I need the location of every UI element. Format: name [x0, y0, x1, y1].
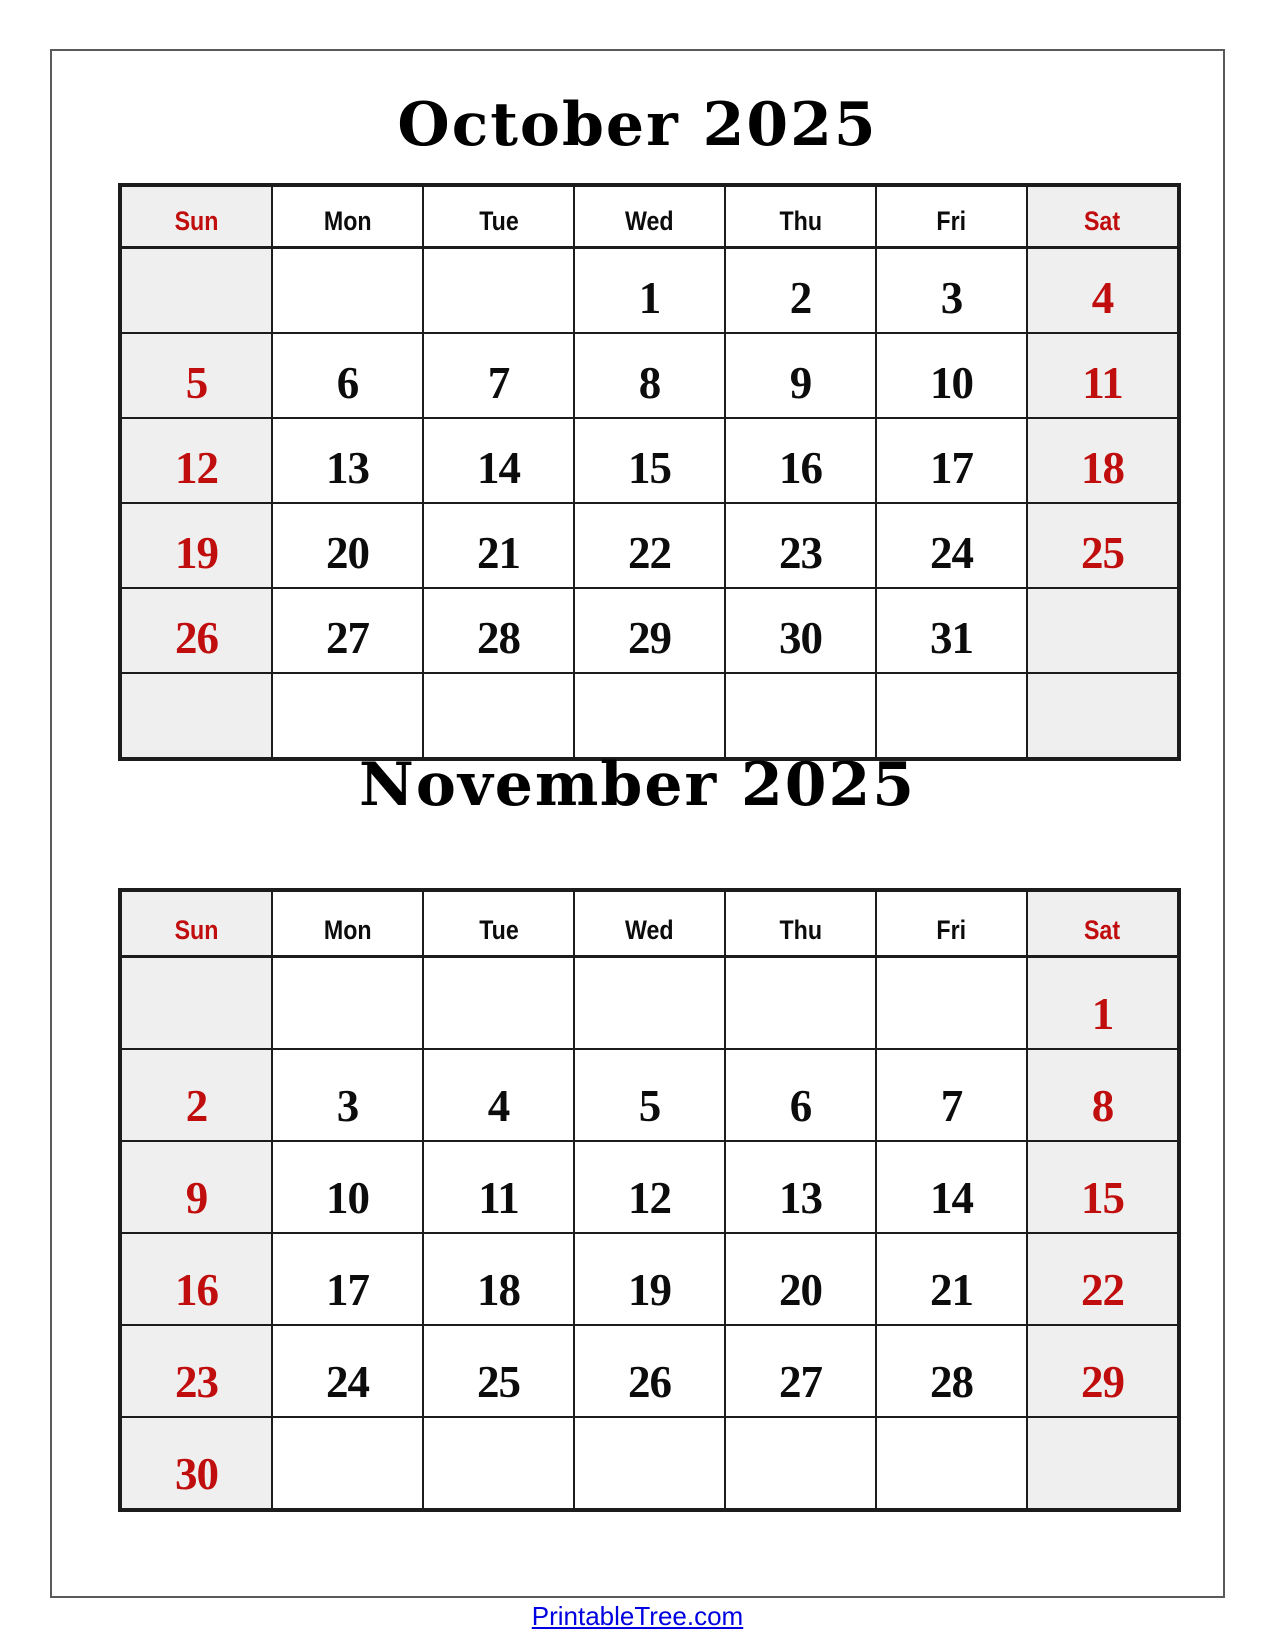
day-cell-8: 8	[1027, 1049, 1178, 1141]
day-cell-6: 6	[272, 333, 423, 418]
day-cell-28: 28	[423, 588, 574, 673]
day-cell-25: 25	[423, 1325, 574, 1417]
weekday-label: Sat	[1084, 915, 1121, 945]
day-cell-7: 7	[423, 333, 574, 418]
day-cell-15: 15	[1027, 1141, 1178, 1233]
day-cell-2: 2	[725, 248, 876, 333]
day-cell-25: 25	[1027, 503, 1178, 588]
weekday-header-wed	[574, 891, 725, 957]
day-cell-5: 5	[574, 1049, 725, 1141]
day-cell-11: 11	[423, 1141, 574, 1233]
day-cell-23: 23	[121, 1325, 272, 1417]
day-cell-19: 19	[574, 1233, 725, 1325]
day-cell-17: 17	[272, 1233, 423, 1325]
weekday-label: Wed	[625, 915, 674, 945]
empty-day-cell	[876, 673, 1027, 758]
day-cell-6: 6	[725, 1049, 876, 1141]
empty-day-cell	[272, 1417, 423, 1509]
day-cell-18: 18	[423, 1233, 574, 1325]
weekday-label: Thu	[779, 915, 822, 945]
empty-day-cell	[725, 673, 876, 758]
day-cell-17: 17	[876, 418, 1027, 503]
day-cell-30: 30	[725, 588, 876, 673]
day-cell-21: 21	[876, 1233, 1027, 1325]
empty-day-cell	[725, 957, 876, 1049]
day-cell-27: 27	[272, 588, 423, 673]
weekday-header-fri	[876, 891, 1027, 957]
november-calendar-grid	[118, 888, 1181, 1512]
empty-day-cell	[121, 957, 272, 1049]
day-cell-4: 4	[423, 1049, 574, 1141]
empty-day-cell	[725, 1417, 876, 1509]
day-cell-9: 9	[121, 1141, 272, 1233]
day-cell-29: 29	[1027, 1325, 1178, 1417]
weekday-header-sun	[121, 186, 272, 248]
empty-day-cell	[574, 957, 725, 1049]
day-cell-9: 9	[725, 333, 876, 418]
day-cell-30: 30	[121, 1417, 272, 1509]
weekday-label: Sun	[174, 915, 219, 945]
day-cell-11: 11	[1027, 333, 1178, 418]
day-cell-24: 24	[876, 503, 1027, 588]
weekday-label: Fri	[936, 915, 967, 945]
empty-day-cell	[876, 1417, 1027, 1509]
weekday-label: Wed	[625, 206, 674, 236]
day-cell-2: 2	[121, 1049, 272, 1141]
weekday-label: Fri	[936, 206, 967, 236]
weekday-label: Sat	[1084, 206, 1121, 236]
day-cell-3: 3	[272, 1049, 423, 1141]
empty-day-cell	[1027, 1417, 1178, 1509]
weekday-header-sat	[1027, 891, 1178, 957]
weekday-label: Thu	[779, 206, 822, 236]
november-title: November 2025	[358, 750, 916, 820]
weekday-label: Mon	[323, 915, 372, 945]
empty-day-cell	[121, 673, 272, 758]
day-cell-1: 1	[574, 248, 725, 333]
weekday-label: Tue	[478, 206, 519, 236]
empty-day-cell	[1027, 673, 1178, 758]
day-cell-31: 31	[876, 588, 1027, 673]
day-cell-23: 23	[725, 503, 876, 588]
empty-day-cell	[574, 673, 725, 758]
day-cell-4: 4	[1027, 248, 1178, 333]
empty-day-cell	[272, 673, 423, 758]
day-cell-19: 19	[121, 503, 272, 588]
day-cell-14: 14	[876, 1141, 1027, 1233]
day-cell-20: 20	[272, 503, 423, 588]
empty-day-cell	[876, 957, 1027, 1049]
weekday-header-thu	[725, 186, 876, 248]
empty-day-cell	[121, 248, 272, 333]
empty-day-cell	[574, 1417, 725, 1509]
weekday-header-mon	[272, 186, 423, 248]
empty-day-cell	[272, 957, 423, 1049]
october-calendar-grid	[118, 183, 1181, 761]
empty-day-cell	[423, 1417, 574, 1509]
day-cell-7: 7	[876, 1049, 1027, 1141]
day-cell-22: 22	[574, 503, 725, 588]
day-cell-3: 3	[876, 248, 1027, 333]
day-cell-15: 15	[574, 418, 725, 503]
empty-day-cell	[423, 248, 574, 333]
day-cell-16: 16	[725, 418, 876, 503]
weekday-header-sat	[1027, 186, 1178, 248]
day-cell-28: 28	[876, 1325, 1027, 1417]
day-cell-29: 29	[574, 588, 725, 673]
weekday-label: Mon	[323, 206, 372, 236]
weekday-header-thu	[725, 891, 876, 957]
empty-day-cell	[423, 673, 574, 758]
day-cell-12: 12	[121, 418, 272, 503]
weekday-header-tue	[423, 186, 574, 248]
footer	[0, 1601, 1275, 1632]
day-cell-13: 13	[272, 418, 423, 503]
day-cell-5: 5	[121, 333, 272, 418]
empty-day-cell	[423, 957, 574, 1049]
day-cell-26: 26	[121, 588, 272, 673]
empty-day-cell	[1027, 588, 1178, 673]
day-cell-18: 18	[1027, 418, 1178, 503]
october-title: October 2025	[397, 90, 878, 160]
weekday-label: Sun	[174, 206, 219, 236]
day-cell-20: 20	[725, 1233, 876, 1325]
day-cell-22: 22	[1027, 1233, 1178, 1325]
day-cell-12: 12	[574, 1141, 725, 1233]
day-cell-21: 21	[423, 503, 574, 588]
weekday-label: Tue	[478, 915, 519, 945]
day-cell-27: 27	[725, 1325, 876, 1417]
weekday-header-wed	[574, 186, 725, 248]
day-cell-13: 13	[725, 1141, 876, 1233]
printabletree-link[interactable]: PrintableTree.com	[531, 1601, 744, 1631]
day-cell-10: 10	[876, 333, 1027, 418]
day-cell-26: 26	[574, 1325, 725, 1417]
day-cell-24: 24	[272, 1325, 423, 1417]
day-cell-16: 16	[121, 1233, 272, 1325]
day-cell-14: 14	[423, 418, 574, 503]
weekday-header-sun	[121, 891, 272, 957]
weekday-header-fri	[876, 186, 1027, 248]
weekday-header-tue	[423, 891, 574, 957]
empty-day-cell	[272, 248, 423, 333]
weekday-header-mon	[272, 891, 423, 957]
day-cell-10: 10	[272, 1141, 423, 1233]
day-cell-8: 8	[574, 333, 725, 418]
day-cell-1: 1	[1027, 957, 1178, 1049]
